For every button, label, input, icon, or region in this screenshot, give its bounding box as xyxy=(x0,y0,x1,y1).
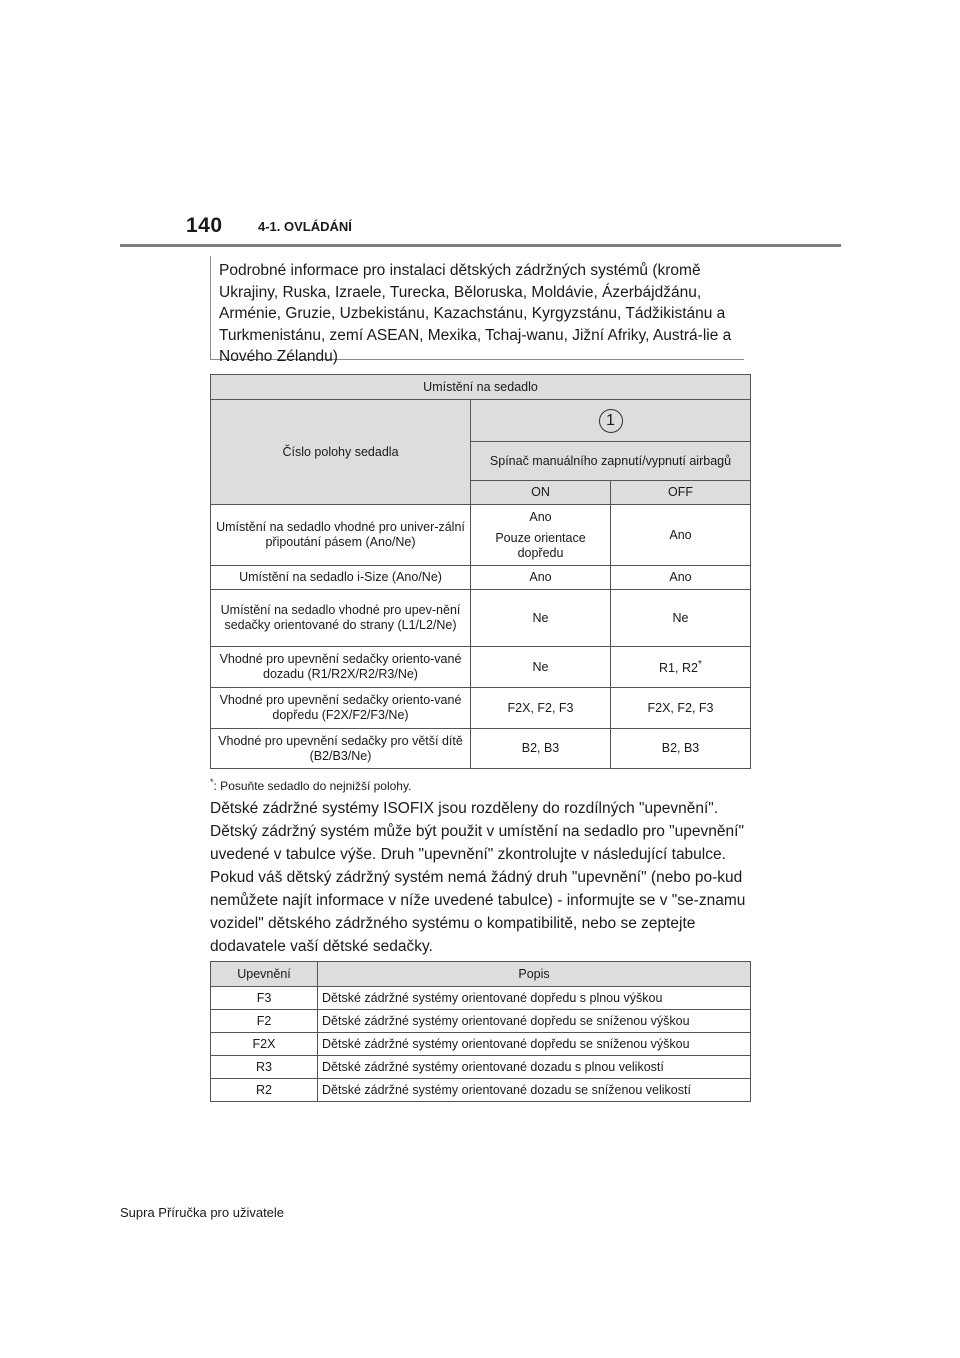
table-row xyxy=(211,729,751,769)
body-paragraph: Dětské zádržné systémy ISOFIX jsou rozděleny do rozdílných "upevnění". Dětský zádržný systém může být použit v umístění na sedadlo pro "upevnění" uvedené v tabulce výše. Druh "upevnění" zkontrolujte v následující tabulce. Pokud váš dětský zádržný systém nemá žádný druh "upevnění" (nebo po-kud nemůžete najít informace v níže uvedené tabulce) - informujte se v "se-znamu vozidel" dětského zádržného systému o kompatibilitě, nebo se zeptejte dodavatele vaší dětské sedačky. xyxy=(210,800,746,955)
table-row xyxy=(211,987,751,1010)
on-value-line: Ano xyxy=(529,509,552,524)
on-value xyxy=(471,505,611,566)
row-label: Umístění na sedadlo vhodné pro univer-zální připoutání pásem (Ano/Ne) xyxy=(211,505,471,566)
table-row xyxy=(211,505,751,566)
footnote xyxy=(210,777,411,793)
fixture-description: Dětské zádržné systémy orientované dopředu s plnou výškou xyxy=(318,987,751,1010)
seat-position-table xyxy=(210,374,751,769)
fixture-code: R3 xyxy=(211,1056,318,1079)
seat-table-title: Umístění na sedadlo xyxy=(211,375,751,400)
table-row xyxy=(211,1056,751,1079)
table-row xyxy=(211,1079,751,1102)
fixture-code: F2X xyxy=(211,1033,318,1056)
on-value: Ne xyxy=(471,647,611,688)
footer-title: Supra Příručka pro uživatele xyxy=(120,1205,285,1220)
seat-position-label: Číslo polohy sedadla xyxy=(211,400,471,505)
airbag-switch-label: Spínač manuálního zapnutí/vypnutí airbagů xyxy=(471,442,751,481)
fixture-code: F2 xyxy=(211,1010,318,1033)
row-label: Vhodné pro upevnění sedačky oriento-vané dozadu (R1/R2X/R2/R3/Ne) xyxy=(211,647,471,688)
footnote-mark: * xyxy=(697,659,702,671)
table-row xyxy=(211,566,751,590)
footnote-text: : Posuňte sedadlo do nejnižší polohy. xyxy=(213,779,412,793)
fixture-description: Dětské zádržné systémy orientované dopředu se sníženou výškou xyxy=(318,1033,751,1056)
row-label: Vhodné pro upevnění sedačky oriento-vané dopředu (F2X/F2/F3/Ne) xyxy=(211,688,471,729)
position-number-badge xyxy=(471,400,751,442)
off-value-text: R1, R2 xyxy=(659,661,698,676)
row-label: Vhodné pro upevnění sedačky pro větší dítě (B2/B3/Ne) xyxy=(211,729,471,769)
row-label: Umístění na sedadlo i-Size (Ano/Ne) xyxy=(211,566,471,590)
header-divider xyxy=(120,244,841,247)
on-value-note: Pouze orientace dopředu xyxy=(495,530,586,560)
on-value: B2, B3 xyxy=(471,729,611,769)
fixture-description: Dětské zádržné systémy orientované dopředu se sníženou výškou xyxy=(318,1010,751,1033)
section-title: 4-1. OVLÁDÁNÍ xyxy=(258,219,352,234)
on-value: Ne xyxy=(471,590,611,647)
switch-off-header: OFF xyxy=(611,481,751,505)
on-value: Ano xyxy=(471,566,611,590)
table-row xyxy=(211,647,751,688)
on-value: F2X, F2, F3 xyxy=(471,688,611,729)
switch-on-header: ON xyxy=(471,481,611,505)
table-row xyxy=(211,688,751,729)
off-value: B2, B3 xyxy=(611,729,751,769)
position-number: 1 xyxy=(599,409,623,433)
table-row xyxy=(211,590,751,647)
page-number: 140 xyxy=(186,214,223,237)
off-value: F2X, F2, F3 xyxy=(611,688,751,729)
fixture-description: Dětské zádržné systémy orientované dozadu se sníženou velikostí xyxy=(318,1079,751,1102)
off-value: Ano xyxy=(611,505,751,566)
fixture-table xyxy=(210,961,751,1102)
intro-note: Podrobné informace pro instalaci dětských zádržných systémů (kromě Ukrajiny, Ruska, Izraele, Turecka, Běloruska, Moldávie, Ázerbájdžánu, Arménie, Gruzie, Uzbekistánu, Kazachstánu, Kyrgyzstánu, Tádžikistánu a Turkmenistánu, zemí ASEAN, Mexika, Tchaj-wanu, Jižní Afriky, Austrá-lie a Nového Zélandu) xyxy=(210,256,744,360)
off-value: Ne xyxy=(611,590,751,647)
fixture-code: R2 xyxy=(211,1079,318,1102)
table-row xyxy=(211,1033,751,1056)
off-value: Ano xyxy=(611,566,751,590)
table-row xyxy=(211,1010,751,1033)
row-label: Umístění na sedadlo vhodné pro upev-nění sedačky orientované do strany (L1/L2/Ne) xyxy=(211,590,471,647)
footnote-mark: * xyxy=(210,777,214,787)
off-value xyxy=(611,647,751,688)
fixture-column-header: Upevnění xyxy=(211,962,318,987)
description-column-header: Popis xyxy=(318,962,751,987)
fixture-code: F3 xyxy=(211,987,318,1010)
fixture-description: Dětské zádržné systémy orientované dozadu s plnou velikostí xyxy=(318,1056,751,1079)
